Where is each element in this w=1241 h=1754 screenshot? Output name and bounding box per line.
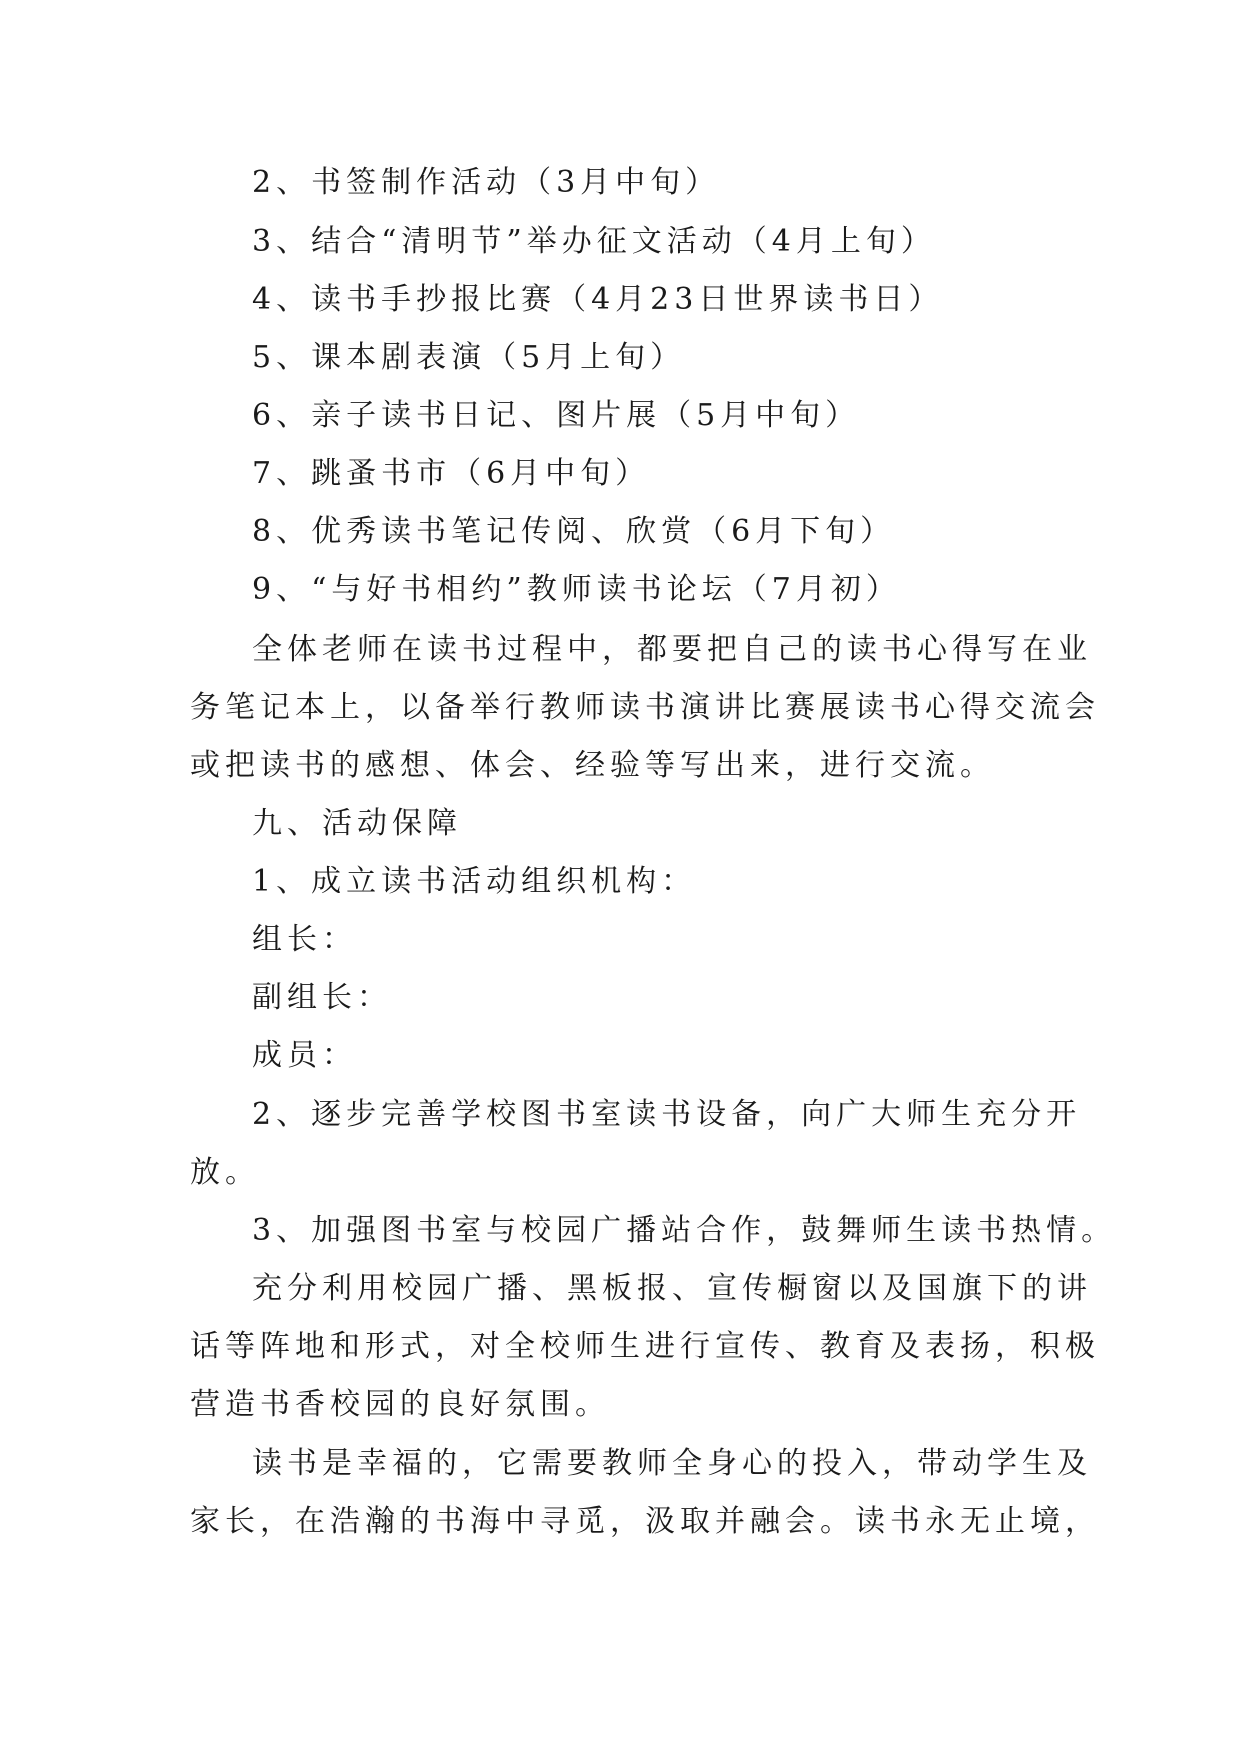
- list-item-organization: 1、成立读书活动组织机构：: [252, 864, 697, 899]
- list-item-handwritten-newspaper: 4、读书手抄报比赛（4月23日世界读书日）: [252, 282, 944, 317]
- list-item-flea-book-market: 7、跳蚤书市（6月中旬）: [252, 456, 651, 491]
- list-item-library-equipment: 2、逐步完善学校图书室读书设备，向广大师生充分开: [252, 1097, 1082, 1132]
- role-leader: 组长：: [252, 922, 357, 957]
- paragraph-line: 或把读书的感想、体会、经验等写出来，进行交流。: [190, 748, 995, 783]
- role-deputy-leader: 副组长：: [252, 980, 392, 1015]
- list-item-textbook-drama: 5、课本剧表演（5月上旬）: [252, 340, 686, 375]
- list-item-reading-notes: 8、优秀读书笔记传阅、欣赏（6月下旬）: [252, 514, 896, 549]
- paragraph-line: 充分利用校园广播、黑板报、宣传橱窗以及国旗下的讲: [252, 1271, 1092, 1306]
- list-item-bookmark-making: 2、书签制作活动（3月中旬）: [252, 165, 721, 200]
- paragraph-line: 话等阵地和形式，对全校师生进行宣传、教育及表扬，积极: [190, 1329, 1100, 1364]
- list-item-library-broadcast: 3、加强图书室与校园广播站合作，鼓舞师生读书热情。: [252, 1213, 1117, 1248]
- role-members: 成员：: [252, 1038, 357, 1073]
- paragraph-line: 全体老师在读书过程中，都要把自己的读书心得写在业: [252, 632, 1092, 667]
- section-heading: 九、活动保障: [252, 806, 462, 841]
- list-item-parent-child-diary: 6、亲子读书日记、图片展（5月中旬）: [252, 398, 861, 433]
- list-item-qingming-essay: 3、结合“清明节”举办征文活动（4月上旬）: [252, 224, 936, 259]
- paragraph-line: 营造书香校园的良好氛围。: [190, 1387, 610, 1422]
- paragraph-line: 读书是幸福的，它需要教师全身心的投入，带动学生及: [252, 1446, 1092, 1481]
- paragraph-line: 务笔记本上，以备举行教师读书演讲比赛展读书心得交流会: [190, 690, 1100, 725]
- paragraph-line: 家长，在浩瀚的书海中寻觅，汲取并融会。读书永无止境，: [190, 1504, 1100, 1539]
- paragraph-line: 放。: [190, 1155, 260, 1190]
- list-item-teacher-forum: 9、“与好书相约”教师读书论坛（7月初）: [252, 572, 901, 607]
